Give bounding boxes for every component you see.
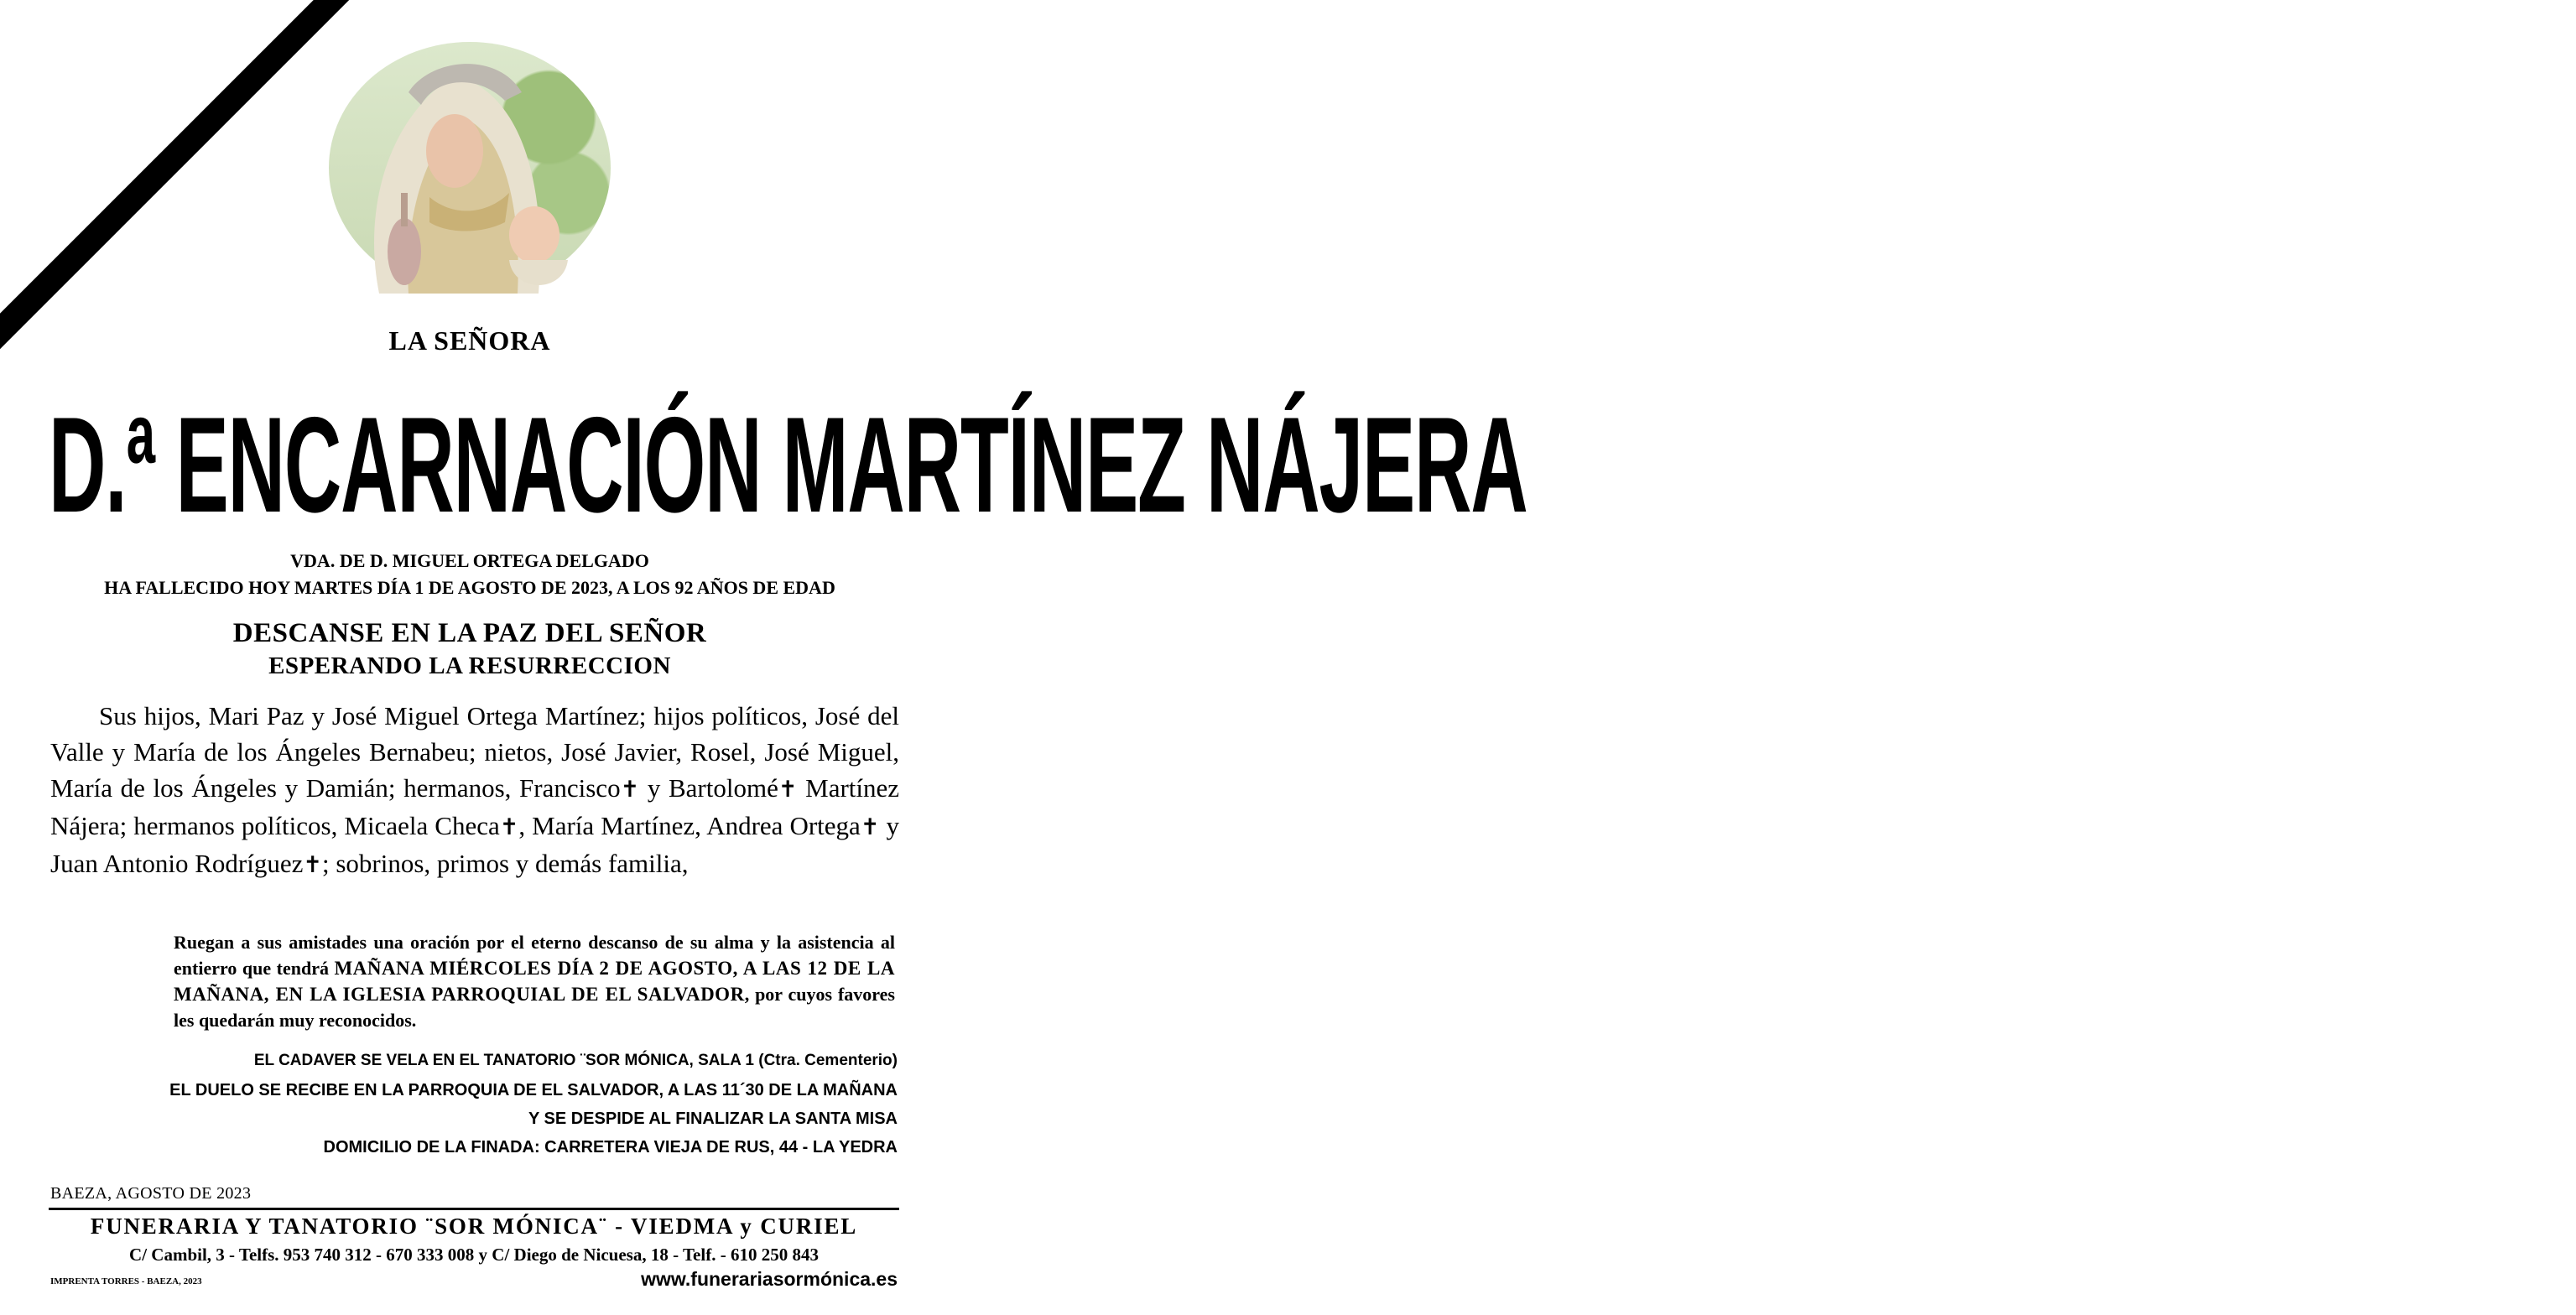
home-address: DOMICILIO DE LA FINADA: CARRETERA VIEJA DE RUS, 44 - LA YEDRA [323,1138,898,1156]
family-text-part: y Juan Antonio Rodríguez [50,811,899,878]
cross-icon: ✝ [778,777,798,803]
mourning-reception: EL DUELO SE RECIBE EN LA PARROQUIA DE EL SALVADOR, A LAS 11´30 DE LA MAÑANA [169,1081,898,1099]
cross-icon: ✝ [303,852,322,878]
family-text-part: ; sobrinos, primos y demás familia, [321,849,689,878]
cross-icon: ✝ [499,814,519,840]
funeral-home-address: C/ Cambil, 3 - Telfs. 953 740 312 - 670 333 008 y C/ Diego de Nicuesa, 18 - Telf. - 610 250 843 [129,1245,819,1265]
wake-location: EL CADAVER SE VELA EN EL TANATORIO ¨SOR MÓNICA, SALA 1 (Ctra. Cementerio) [253,1052,898,1069]
death-notice-line: HA FALLECIDO HOY MARTES DÍA 1 DE AGOSTO DE 2023, A LOS 92 AÑOS DE EDAD [104,577,835,598]
widow-of-line: VDA. DE D. MIGUEL ORTEGA DELGADO [290,550,649,571]
cross-icon: ✝ [620,777,640,803]
family-text-part: , María Martínez, Andrea Ortega [518,811,861,840]
funeral-home-name: FUNERARIA Y TANATORIO ¨SOR MÓNICA¨ - VIEDMA y CURIEL [90,1214,858,1239]
website-link[interactable]: www.funerariasormónica.es [641,1268,898,1290]
request-intro: Ruegan a sus amistades una oración por el eterno descanso de su alma y la asistencia al entierro que tendrá [174,932,895,979]
prayer-line-1: DESCANSE EN LA PAZ DEL SEÑOR [232,618,707,648]
title-la-senora: LA SEÑORA [388,325,551,356]
footer-divider [49,1208,899,1210]
family-text-part: Martínez Nájera; hermanos políticos, Micaela Checa [50,773,900,840]
virgin-and-child-illustration [329,42,611,294]
request-highlight: MAÑANA MIÉRCOLES DÍA 2 DE AGOSTO, A LAS 12 DE LA MAÑANA, EN LA IGLESIA PARROQUIAL DE EL SALVADOR [174,958,895,1005]
funeral-request-paragraph [174,929,895,1033]
printer-credit: IMPRENTA TORRES - BAEZA, 2023 [50,1276,202,1286]
prayer-line-2: ESPERANDO LA RESURRECCION [268,652,671,679]
virgin-and-child-image [329,42,611,294]
cross-icon: ✝ [860,814,880,840]
family-text-part: Sus hijos, Mari Paz y José Miguel Ortega Martínez; hijos políticos, José del Valle y María de los Ángeles Bernabeu; nietos, José Javier, Rosel, José Miguel, María de los Ángeles y Damián; hermanos, Francisco [50,701,899,803]
request-outro: , por cuyos favores les quedarán muy reconocidos. [174,984,895,1031]
family-text-part: y Bartolomé [639,773,778,803]
place-date: BAEZA, AGOSTO DE 2023 [50,1184,252,1203]
deceased-name-wrapper [49,389,1527,541]
farewell-line: Y SE DESPIDE AL FINALIZAR LA SANTA MISA [528,1110,898,1128]
family-paragraph [50,698,899,883]
deceased-name: D.ª ENCARNACIÓN MARTÍNEZ NÁJERA [49,389,1527,541]
